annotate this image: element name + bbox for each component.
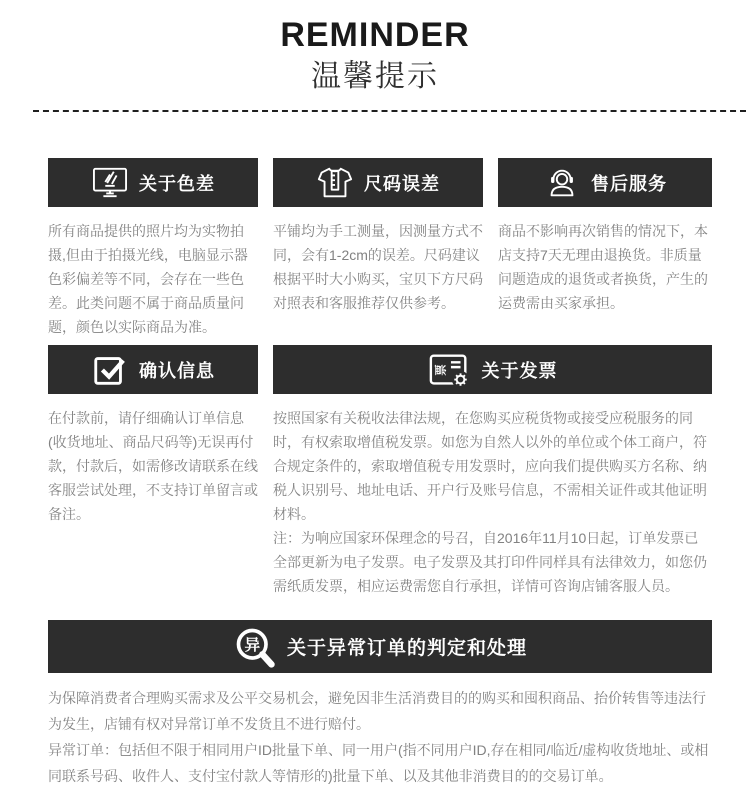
monitor-icon <box>91 166 129 200</box>
headset-service-icon <box>543 164 581 202</box>
section-title: 关于发票 <box>481 360 558 381</box>
row-confirm-invoice <box>48 345 712 598</box>
checkbox-icon <box>91 351 129 389</box>
confirm-info-header-bar <box>48 345 258 394</box>
page-header <box>0 0 750 94</box>
section-color-difference <box>48 158 258 339</box>
page-subtitle: 温馨提示 <box>311 60 439 93</box>
invoice-gear-icon <box>428 350 472 390</box>
color-difference-text: 所有商品提供的照片均为实物拍摄,但由于拍摄光线，电脑显示器色彩偏差等不同，会存在一些色差。此类问题不属于商品质量问题，颜色以实际商品为准。 <box>48 223 248 335</box>
dashed-divider <box>33 110 746 112</box>
row-notices <box>48 158 712 339</box>
invoice-text-2: 注：为响应国家环保理念的号召，自2016年11月10日起，订单发票已全部更新为电子发票。电子发票及其打印件同样具有法律效力，如您仍需纸质发票，相应运费需您自行承担，详情可咨询店铺客服人员。 <box>273 530 707 594</box>
section-title: 尺码误差 <box>364 173 440 194</box>
tshirt-measure-icon <box>316 164 354 202</box>
abnormal-orders-text-2: 异常订单：包括但不限于相同用户ID批量下单、同一用户(指不同用户ID,存在相同/临近/虚构收货地址、或相同联系号码、收件人、支付宝付款人等情形的)批量下单、以及其他非消费目的的交易订单。 <box>48 742 709 784</box>
section-title: 确认信息 <box>139 360 215 381</box>
section-size-error <box>273 158 483 339</box>
abnormal-icon-char: 异 <box>244 636 261 654</box>
abnormal-orders-text-1: 为保障消费者合理购买需求及公平交易机会，避免因非生活消费目的的购买和囤积商品、抬价转售等违法行为发生，店铺有权对异常订单不发货且不进行赔付。 <box>48 690 706 732</box>
content-area <box>0 158 750 789</box>
confirm-info-text: 在付款前，请仔细确认订单信息(收货地址、商品尺码等)无误再付款，付款后，如需修改请联系在线客服尝试处理，不支持订单留言或备注。 <box>48 410 258 522</box>
section-invoice <box>273 345 712 598</box>
magnifier-abnormal-icon <box>233 625 277 669</box>
size-error-header-bar <box>273 158 483 207</box>
section-title: 关于异常订单的判定和处理 <box>286 638 527 659</box>
section-abnormal-orders <box>48 620 712 789</box>
page-title: REMINDER <box>280 16 470 54</box>
abnormal-orders-header-bar <box>48 620 712 673</box>
section-after-sales <box>498 158 712 339</box>
after-sales-header-bar <box>498 158 712 207</box>
invoice-text-1: 按照国家有关税收法律法规，在您购买应税货物或接受应税服务的同时，有权索取增值税发票。如您为自然人以外的单位或个体工商户，符合规定条件的，索取增值税专用发票时，应向我们提供购买方名称、纳税人识别号、地址电话、开户行及账号信息，不需相关证件或其他证明材料。 <box>273 410 707 522</box>
invoice-header-bar <box>273 345 712 394</box>
size-error-text: 平铺均为手工测量，因测量方式不同，会有1-2cm的误差。尺码建议根据平时大小购买，宝贝下方尺码对照表和客服推荐仅供参考。 <box>273 223 483 311</box>
invoice-icon-char: 票 <box>434 363 447 376</box>
section-title: 售后服务 <box>591 173 667 194</box>
section-title: 关于色差 <box>139 173 215 194</box>
color-difference-header-bar <box>48 158 258 207</box>
after-sales-text: 商品不影响再次销售的情况下，本店支持7天无理由退换货。非质量问题造成的退货或者换货，产生的运费需由买家承担。 <box>498 223 708 311</box>
section-confirm-info <box>48 345 258 598</box>
abnormal-orders-text <box>48 685 712 789</box>
